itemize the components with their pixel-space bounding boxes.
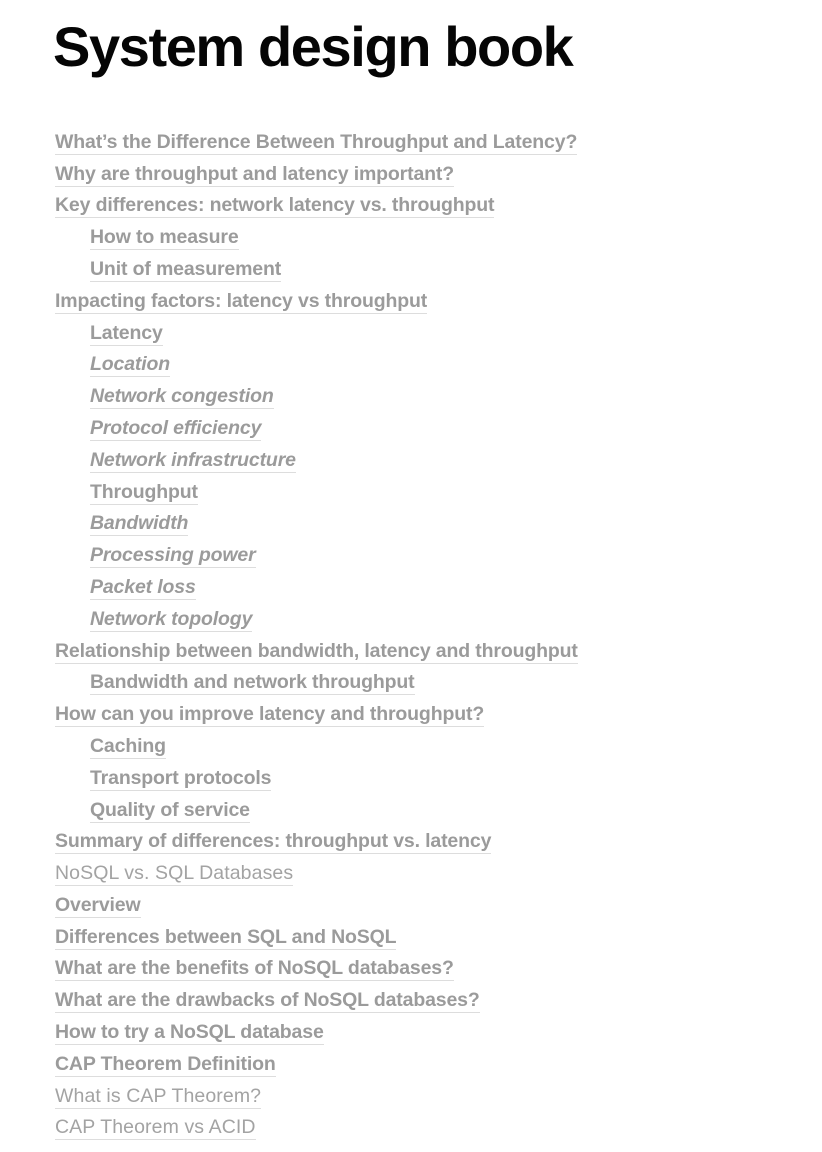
toc-link[interactable]: Bandwidth [90, 512, 189, 535]
toc-item [0, 795, 822, 827]
toc-link[interactable]: Differences between SQL and NoSQL [55, 925, 397, 948]
toc-item [0, 509, 822, 541]
toc-item [0, 922, 822, 954]
toc-item [0, 540, 822, 572]
toc-link[interactable]: Why are throughput and latency important? [55, 162, 455, 185]
toc-item [0, 731, 822, 763]
toc-link[interactable]: CAP Theorem vs ACID [55, 1116, 256, 1139]
toc-link[interactable]: NoSQL vs. SQL Databases [55, 862, 294, 885]
toc-item [0, 858, 822, 890]
toc-item [0, 827, 822, 859]
toc-item [0, 381, 822, 413]
toc-link[interactable]: Location [90, 353, 171, 376]
toc-link[interactable]: Latency [90, 321, 163, 344]
toc-item [0, 699, 822, 731]
toc-link[interactable]: Caching [90, 734, 166, 757]
toc-link[interactable]: Impacting factors: latency vs throughput [55, 289, 428, 312]
toc-item [0, 413, 822, 445]
toc-item [0, 1017, 822, 1049]
toc-item [0, 286, 822, 318]
toc-item [0, 1081, 822, 1113]
toc-link[interactable]: Unit of measurement [90, 257, 282, 280]
toc-link[interactable]: Processing power [90, 544, 256, 567]
toc-item [0, 445, 822, 477]
toc-link[interactable]: Network infrastructure [90, 448, 296, 471]
toc-item [0, 1113, 822, 1145]
toc-link[interactable]: Network topology [90, 607, 253, 630]
toc-item [0, 254, 822, 286]
toc-link[interactable]: How to measure [90, 226, 239, 249]
toc-item [0, 572, 822, 604]
toc-item [0, 350, 822, 382]
toc-link[interactable]: What’s the Difference Between Throughput and Latency? [55, 130, 578, 153]
toc-link[interactable]: Overview [55, 893, 141, 916]
toc-item [0, 318, 822, 350]
toc-link[interactable]: Transport protocols [90, 766, 272, 789]
toc-item [0, 604, 822, 636]
toc-item [0, 890, 822, 922]
toc-link[interactable]: How can you improve latency and throughput? [55, 703, 485, 726]
toc-item [0, 636, 822, 668]
toc-link[interactable]: Protocol efficiency [90, 416, 262, 439]
toc-link[interactable]: Throughput [90, 480, 198, 503]
toc-item [0, 668, 822, 700]
table-of-contents [0, 127, 822, 1145]
toc-item [0, 127, 822, 159]
toc-item [0, 159, 822, 191]
toc-item [0, 222, 822, 254]
toc-link[interactable]: What is CAP Theorem? [55, 1084, 262, 1107]
toc-item [0, 763, 822, 795]
page-title: System design book [53, 15, 573, 78]
toc-link[interactable]: Bandwidth and network throughput [90, 671, 415, 694]
toc-link[interactable]: What are the benefits of NoSQL databases? [55, 957, 454, 980]
toc-link[interactable]: How to try a NoSQL database [55, 1021, 324, 1044]
toc-link[interactable]: CAP Theorem Definition [55, 1052, 276, 1075]
toc-item [0, 986, 822, 1018]
toc-item [0, 191, 822, 223]
toc-link[interactable]: Packet loss [90, 575, 196, 598]
toc-item [0, 954, 822, 986]
toc-link[interactable]: Key differences: network latency vs. throughput [55, 194, 495, 217]
toc-link[interactable]: Network congestion [90, 385, 274, 408]
toc-item [0, 477, 822, 509]
toc-link[interactable]: Quality of service [90, 798, 250, 821]
toc-item [0, 1049, 822, 1081]
toc-link[interactable]: Summary of differences: throughput vs. latency [55, 830, 492, 853]
toc-link[interactable]: Relationship between bandwidth, latency and throughput [55, 639, 578, 662]
toc-link[interactable]: What are the drawbacks of NoSQL databases? [55, 989, 480, 1012]
